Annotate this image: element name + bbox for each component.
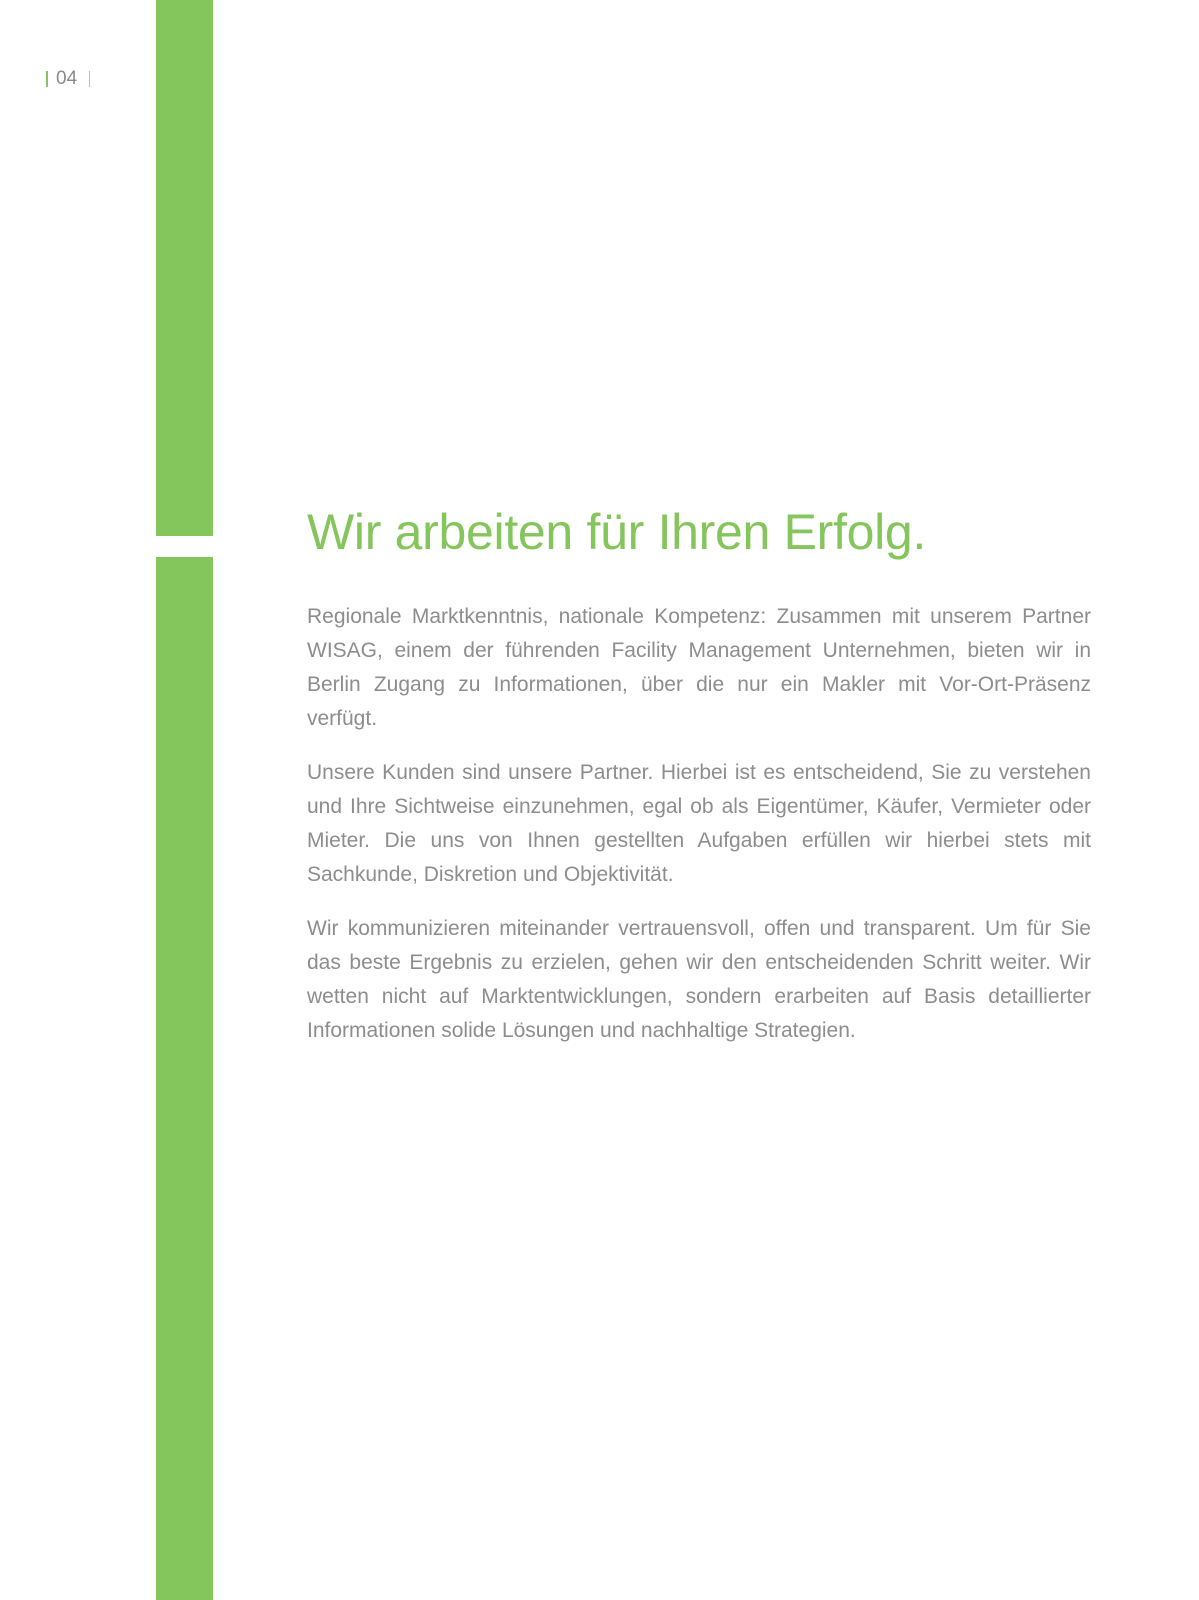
article-content — [307, 502, 1091, 1048]
article-paragraph: Unsere Kunden sind unsere Partner. Hierbei ist es entscheidend, Sie zu verstehen und Ihre Sichtweise einzunehmen, egal ob als Eigentümer, Käufer, Vermieter oder Mieter. Die uns von Ihnen gestellten Aufgaben erfüllen wir hierbei stets mit Sachkunde, Diskretion und Objektivität. — [307, 761, 1091, 886]
decorative-green-bar-top — [156, 0, 213, 536]
page-number-text: 04 — [56, 68, 78, 89]
page-number-right-divider — [89, 71, 90, 87]
article-headline: Wir arbeiten für Ihren Erfolg. — [307, 504, 927, 560]
article-paragraph: Wir kommunizieren miteinander vertrauensvoll, offen und transparent. Um für Sie das beste Ergebnis zu erzielen, gehen wir den entscheidenden Schritt weiter. Wir wetten nicht auf Marktentwicklungen, sondern erarbeiten auf Basis detaillierter Informationen solide Lösungen und nachhaltige Strategien. — [307, 917, 1091, 1042]
page-number-left-divider — [46, 71, 48, 87]
decorative-green-bar-bottom — [156, 557, 213, 1600]
article-paragraph: Regionale Marktkenntnis, nationale Kompetenz: Zusammen mit unserem Partner WISAG, einem der führenden Facility Management Unternehmen, bieten wir in Berlin Zugang zu Informationen, über die nur ein Makler mit Vor-Ort-Präsenz verfügt. — [307, 605, 1091, 730]
page-number — [46, 68, 90, 90]
